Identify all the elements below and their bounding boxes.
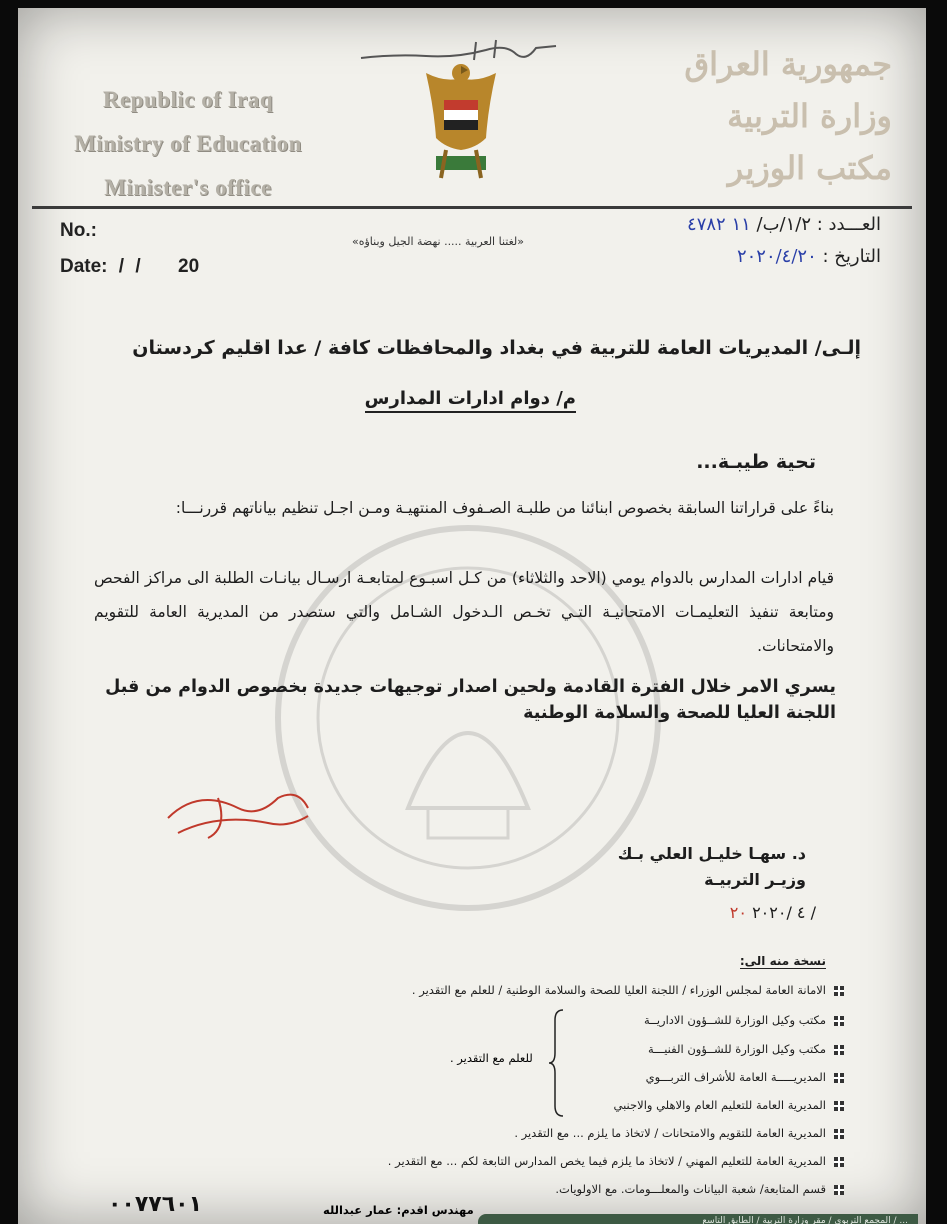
date-label-ar: التاريخ : xyxy=(822,246,881,267)
header-divider xyxy=(32,206,912,209)
paragraph-decision: قيام ادارات المدارس بالدوام يومي (الاحد والثلاثاء) من كـل اسبـوع لمتابعـة ارسـال بيانـات الطلبة الى مراكز الفحص ومتابعة تنفيذ التعليمـات الامتحانيـة التـي تخـص الـدخول الشـامل والتي ستصدر من المديرية العامة للتقويم والامتحانات. xyxy=(94,569,834,655)
letterhead-ar-ministry: وزارة التربية xyxy=(727,97,892,135)
copy-item: المديرية العامة للتعليم العام والاهلي والاجنبي xyxy=(614,1098,827,1112)
recipient-line: إلـى/ المديريات العامة للتربية في بغداد والمحافظات كافة / عدا اقليم كردستان xyxy=(132,337,861,359)
copy-item: المديرية العامة للتعليم المهني / لاتخاذ ما يلزم فيما يخص المدارس التابعة لكم ... مع التقدير . xyxy=(388,1154,826,1168)
letterhead-ministry: Ministry of Education xyxy=(74,131,302,156)
serial-number: ٠٠٧٧٦٠١ xyxy=(108,1192,202,1217)
date-value-ar: ٢٠٢٠/٤/٢٠ xyxy=(736,246,817,267)
letterhead-ar-republic: جمهورية العراق xyxy=(684,45,892,83)
copy-item: مكتب وكيل الوزارة للشــؤون الفنيـــة xyxy=(648,1042,826,1056)
greeting: تحية طيبـة... xyxy=(696,451,816,473)
number-label-en: No.: xyxy=(60,220,97,241)
reference-number xyxy=(687,214,881,235)
brace-note: للعلم مع التقدير . xyxy=(450,1051,533,1065)
copy-item: قسم المتابعة/ شعبة البيانات والمعلـــومات. مع الاولويات. xyxy=(555,1182,826,1196)
copies-title: نسخة منه الى: xyxy=(739,954,826,968)
paragraph-validity: يسري الامر خلال الفترة القادمة ولحين اصدار توجيهات جديدة بخصوص الدوام من قبل اللجنة العليا للصحة والسلامة الوطنية xyxy=(105,677,836,723)
signature-date-handwritten: ٢٠ xyxy=(729,903,747,922)
letterhead-office: Minister's office xyxy=(104,175,272,200)
reference-date xyxy=(737,246,881,267)
letterhead-republic: Republic of Iraq xyxy=(102,87,274,112)
copy-item: المديريـــــة العامة للأشراف التربـــوي xyxy=(646,1070,826,1084)
number-label-ar: العـــدد : xyxy=(816,214,881,235)
document-page xyxy=(18,8,926,1224)
copy-item: مكتب وكيل الوزارة للشــؤون الاداريــة xyxy=(644,1013,826,1027)
copy-item: المديرية العامة للتقويم والامتحانات / لاتخاذ ما يلزم ... مع التقدير . xyxy=(514,1126,826,1140)
footer-address-bar: ... / المجمع التربوي / مقر وزارة التربية / الطابق التاسع xyxy=(478,1214,918,1224)
number-value-ar: ١/٢/ب/ xyxy=(756,214,812,235)
brace-icon xyxy=(549,1008,567,1118)
letterhead-ar-office: مكتب الوزير xyxy=(727,149,892,187)
minister-signature xyxy=(158,778,318,848)
slogan: «لغتنا العربية ..... نهضة الجيل وبناؤه» xyxy=(352,235,524,248)
english-letterhead xyxy=(58,78,318,210)
arabic-letterhead xyxy=(672,38,892,194)
iraq-eagle-emblem xyxy=(416,38,506,198)
engineer-name: مهندس اقدم: عمار عبدالله xyxy=(323,1203,474,1217)
copy-item: الامانة العامة لمجلس الوزراء / اللجنة العليا للصحة والسلامة الوطنية / للعلم مع التقدير . xyxy=(412,983,826,997)
signature-date xyxy=(730,903,816,922)
signatory-title: وزيـر التربيـة xyxy=(704,870,806,889)
paragraph-intro: بناءً على قراراتنا السابقة بخصوص ابنائنا من طلبـة الصـفوف المنتهيـة ومـن اجـل تنظيم بياناتهم قررنـــا: xyxy=(175,499,834,517)
date-label-en: Date: / / xyxy=(60,256,141,277)
subject-line: م/ دوام ادارات المدارس xyxy=(365,388,576,413)
signatory-name: د. سهـا خليـل العلي بـك xyxy=(617,844,806,863)
signature-date-main: / ٤ /٢٠٢٠ xyxy=(752,903,816,922)
date-year-en: 20 xyxy=(178,256,200,277)
number-handwritten: ١١ ٤٧٨٢ xyxy=(687,214,751,235)
